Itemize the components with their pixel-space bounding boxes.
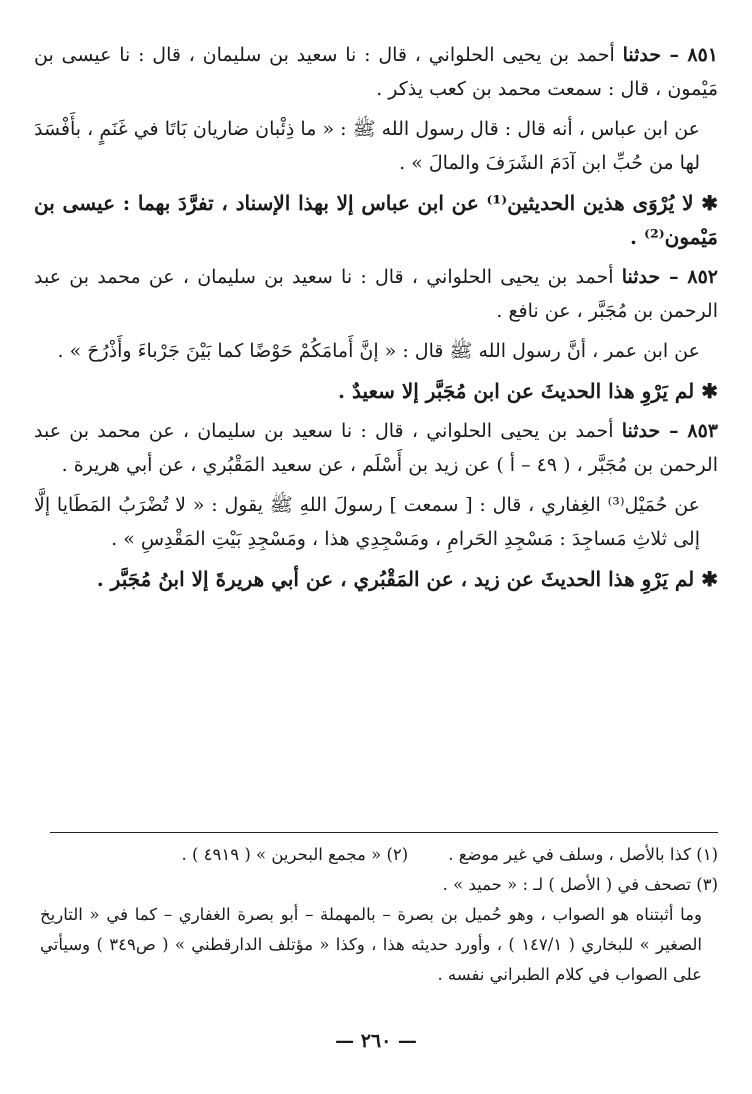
hadith-number: ٨٥٢ — [687, 266, 718, 288]
hadith-851-comment: ✱ لا يُرْوَى هذين الحديثين⁽¹⁾ عن ابن عباس إلا بهذا الإسناد ، تفرَّدَ بهما : عيسى بن مَيْمون⁽²⁾ . — [34, 191, 718, 249]
hadith-lead: حدثنا — [621, 266, 661, 288]
hadith-separator: – — [661, 44, 688, 66]
hadith-853-matn: عن حُمَيْل⁽³⁾ الغِفاري ، قال : [ سمعت ] رسولَ اللهِ ﷺ يقول : « لا تُضْرَبُ المَطَايا إلَّا إلى ثلاثِ مَساجِدَ : مَسْجِدِ الحَرامِ ، ومَسْجِدِي هذا ، ومَسْجِدِ بَيْتِ المَقْدِسِ » . — [34, 494, 700, 550]
hadith-lead: حدثنا — [621, 420, 661, 442]
hadith-853-chain — [34, 414, 718, 482]
footnote-divider — [50, 832, 718, 833]
hadith-853-comment: ✱ لم يَرْوِ هذا الحديثَ عن زيد ، عن المَقْبُري ، عن أبي هريرةَ إلا ابنُ مُجَبَّر . — [96, 567, 718, 591]
footnote-3: (٣) تصحف في ( الأصل ) لـ : « حميد » . — [442, 875, 718, 894]
hadith-851-matn: عن ابن عباس ، أنه قال : قال رسول الله ﷺ : « ما ذِئْبان ضاريان بَاتَا في غَنَمٍ ، بأَفْسَدَ لها من حُبِّ ابن آدَمَ الشَرَفَ والمالَ » . — [34, 118, 700, 174]
hadith-separator: – — [660, 420, 688, 442]
hadith-isnad: أحمد بن يحيى الحلواني ، قال : نا سعيد بن سليمان ، عن محمد بن عبد الرحمن بن مُجَبَّر ، عن نافع . — [34, 266, 718, 322]
hadith-851-chain — [34, 38, 718, 106]
page-number: — ٢٦٠ — — [335, 1030, 417, 1052]
footnote-row-1 — [40, 840, 718, 870]
hadith-isnad: أحمد بن يحيى الحلواني ، قال : نا سعيد بن سليمان ، قال : نا عيسى بن مَيْمون ، قال : سمعت محمد بن كعب يذكر . — [34, 44, 718, 100]
hadith-lead: حدثنا — [622, 44, 662, 66]
footnote-2: (٢) « مجمع البحرين » ( ٤٩١٩ ) . — [181, 845, 409, 864]
footnotes — [40, 840, 718, 990]
hadith-number: ٨٥١ — [687, 44, 719, 66]
hadith-number: ٨٥٣ — [687, 420, 718, 442]
hadith-separator: – — [660, 266, 688, 288]
footnote-3-body: وما أثبتناه هو الصواب ، وهو حُميل بن بصرة – بالمهملة – أبو بصرة الغفاري – كما في « التاريخ الصغير » للبخاري ( ١٤٧/١ ) ، وأورد حديثه هذا ، وكذا « مؤتلف الدارقطني » ( ص٣٤٩ ) وسيأتي على الصواب في كلام الطبراني نفسه . — [40, 905, 702, 984]
hadith-852-matn: عن ابن عمر ، أنَّ رسول الله ﷺ قال : « إنَّ أَمامَكُمْ حَوْضًا كما بَيْنَ جَرْباءَ وأَذْرُحَ » . — [57, 340, 700, 362]
hadith-852-chain — [34, 260, 718, 328]
footnote-1: (١) كذا بالأصل ، وسلف في غير موضع . — [448, 845, 718, 864]
hadith-isnad: أحمد بن يحيى الحلواني ، قال : نا سعيد بن سليمان ، عن محمد بن عبد الرحمن بن مُجَبَّر ، ( ٤٩ – أ ) عن زيد بن أَسْلَم ، عن سعيد المَقْبُري ، عن أبي هريرة . — [34, 420, 718, 476]
hadith-852-comment: ✱ لم يَرْوِ هذا الحديثَ عن ابن مُجَبَّر إلا سعيدٌ . — [338, 379, 718, 403]
